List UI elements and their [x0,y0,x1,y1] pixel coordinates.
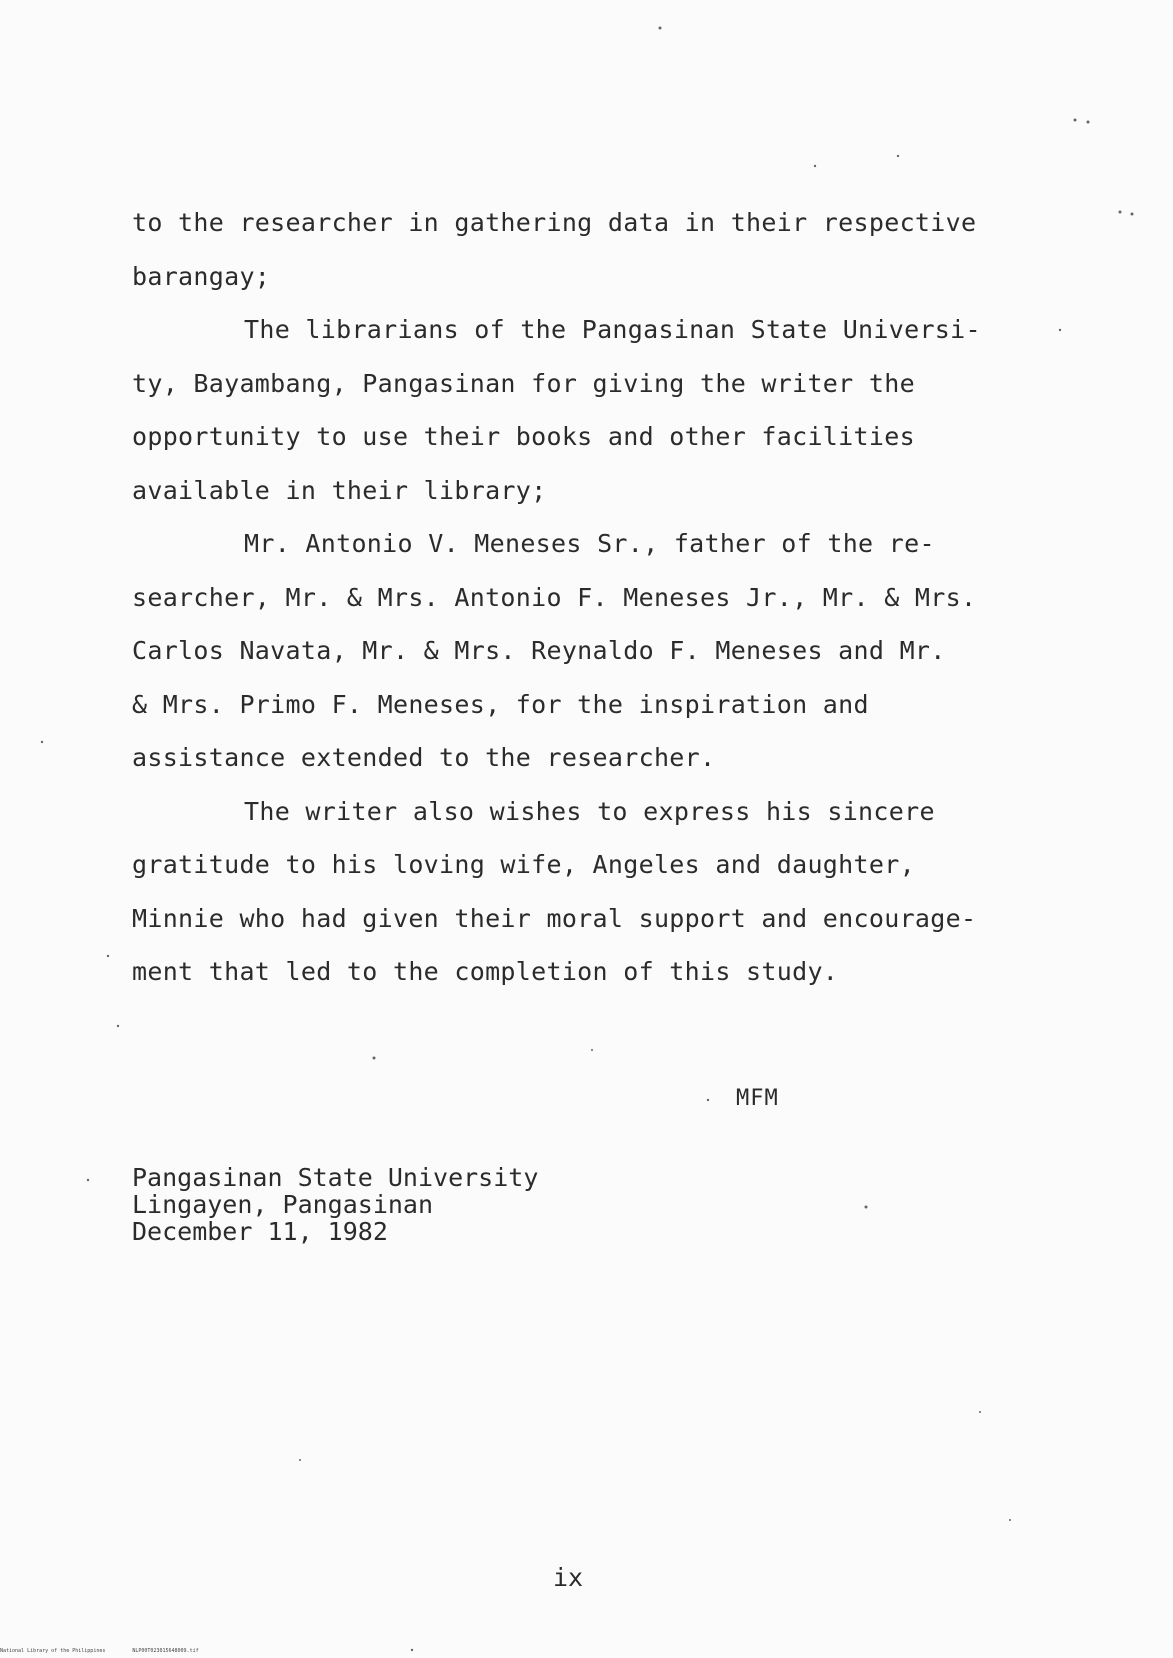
address-location: Lingayen, Pangasinan [132,1190,434,1219]
body-text-line: Carlos Navata, Mr. & Mrs. Reynaldo F. Meneses and Mr. [132,636,946,665]
body-text-line: ment that led to the completion of this study. [132,957,839,986]
address-date: December 11, 1982 [132,1217,388,1246]
body-text-line: The writer also wishes to express his sincere [244,796,935,826]
body-text-line: to the researcher in gathering data in their respective [132,208,977,237]
body-text-line: barangay; [132,261,271,291]
address-block [132,1164,538,1245]
body-text-line: gratitude to his loving wife, Angeles and daughter, [132,850,915,879]
body-text-line: available in their library; [132,475,547,505]
footer-file-id: NLP00T023015648009.tif [132,1648,199,1654]
footer-library-name: National Library of the Philippines [0,1648,106,1654]
body-text-line: opportunity to use their books and other facilities [132,422,915,451]
page-number: ix [553,1563,584,1592]
body-text-line: ty, Bayambang, Pangasinan for giving the writer the [132,368,915,398]
body-text-line: assistance extended to the researcher. [132,743,716,772]
scan-footer [0,1648,223,1654]
author-initials: MFM [736,1086,779,1111]
address-institution: Pangasinan State University [132,1163,539,1192]
acknowledgment-body [132,196,1052,999]
body-text-line: Minnie who had given their moral support and encourage- [132,903,977,933]
body-text-line: searcher, Mr. & Mrs. Antonio F. Meneses Jr., Mr. & Mrs. [132,582,977,612]
body-text-line: & Mrs. Primo F. Meneses, for the inspiration and [132,689,869,719]
body-text-line: Mr. Antonio V. Meneses Sr., father of the re- [244,529,935,558]
body-text-line: The librarians of the Pangasinan State Universi- [244,315,981,344]
